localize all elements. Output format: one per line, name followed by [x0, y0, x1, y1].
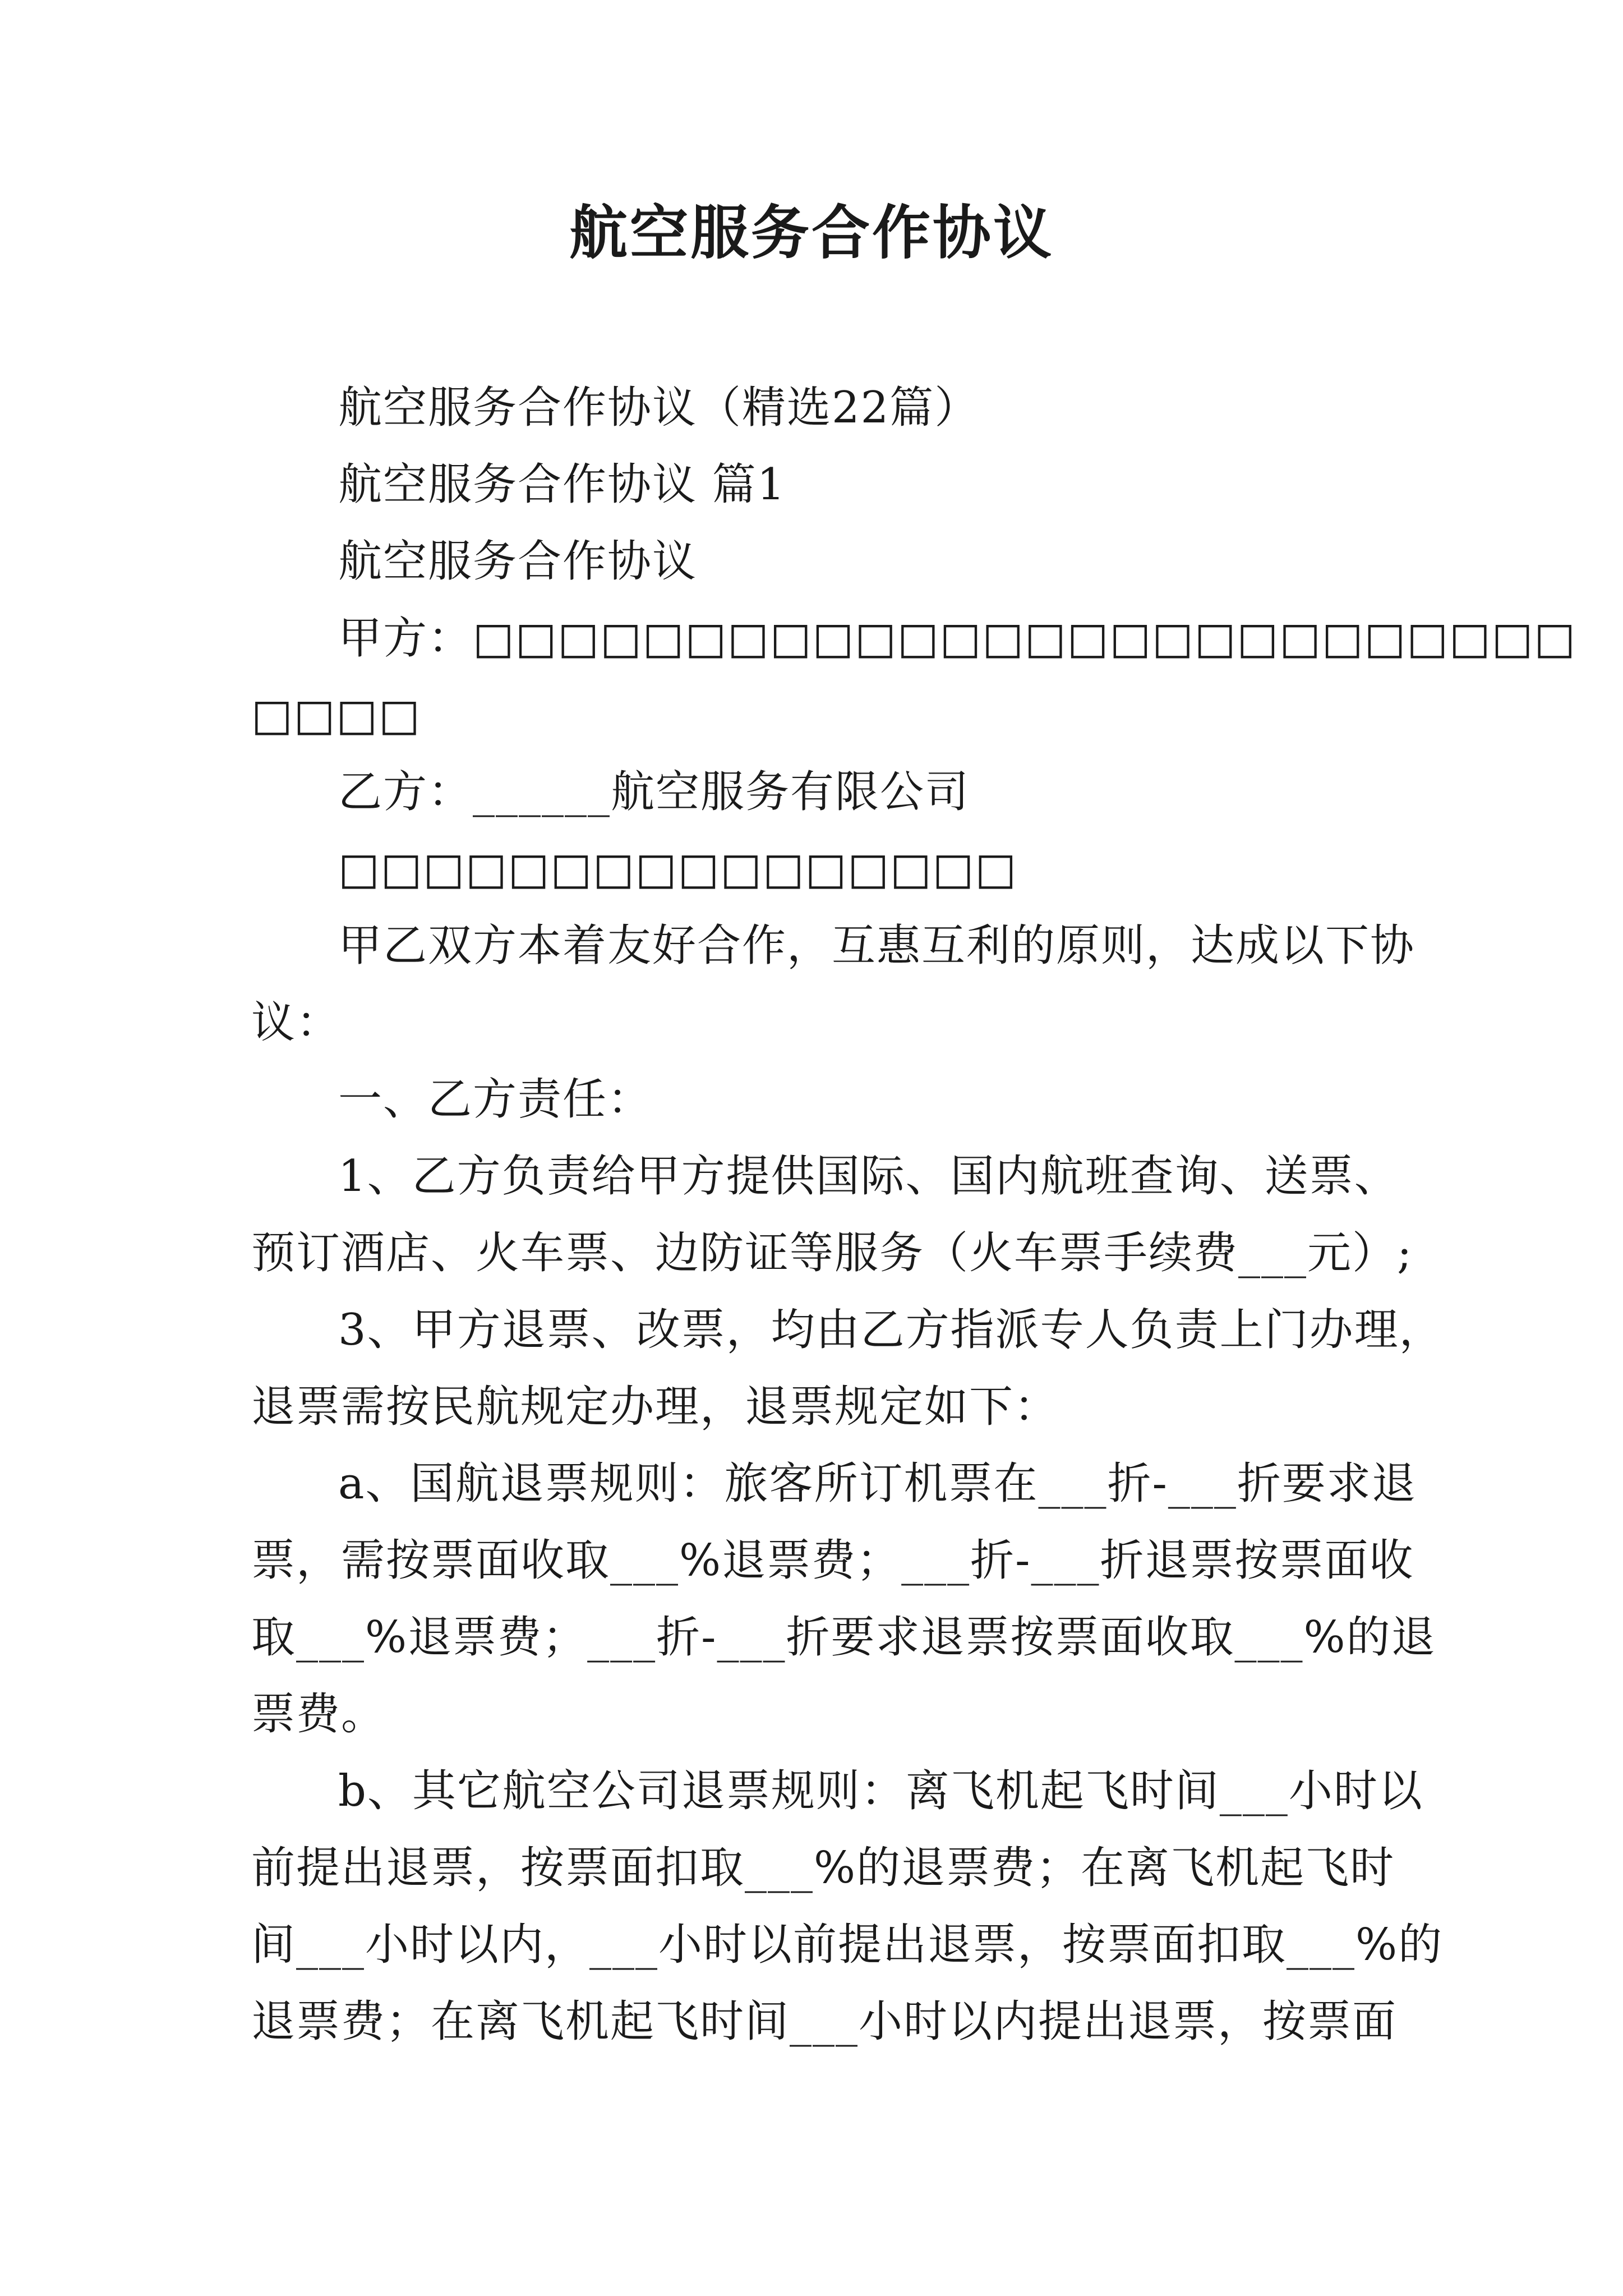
- paragraph-line: 1、乙方负责给甲方提供国际、国内航班查询、送票、: [338, 1151, 1399, 1202]
- paragraph-line: □□□□: [251, 690, 421, 740]
- paragraph-line: 退票费；在离飞机起飞时间___小时以内提出退票，按票面: [251, 1996, 1398, 2047]
- paragraph-line: b、其它航空公司退票规则：离飞机起飞时间___小时以: [338, 1766, 1423, 1816]
- paragraph-line: 取___%退票费；___折-___折要求退票按票面收取___%的退: [251, 1612, 1436, 1663]
- paragraph-line: 一、乙方责任：: [338, 1074, 653, 1125]
- paragraph-line: 票，需按票面收取___%退票费；___折-___折退票按票面收: [251, 1535, 1414, 1586]
- paragraph-line: □□□□□□□□□□□□□□□□: [338, 844, 1018, 894]
- paragraph-line: 间___小时以内，___小时以前提出退票，按票面扣取___%的: [251, 1920, 1444, 1970]
- paragraph-line: 航空服务合作协议（精选22篇）: [338, 383, 980, 433]
- paragraph-line: 3、甲方退票、改票，均由乙方指派专人负责上门办理，: [338, 1305, 1444, 1355]
- paragraph-line: 航空服务合作协议 篇1: [338, 459, 786, 510]
- paragraph-line: 票费。: [251, 1689, 386, 1740]
- document-title: 航空服务合作协议: [569, 198, 1054, 267]
- paragraph-line: a、国航退票规则：旅客所订机票在___折-___折要求退: [338, 1458, 1417, 1509]
- paragraph-line: 航空服务合作协议: [338, 536, 698, 587]
- paragraph-line: 议：: [251, 997, 342, 1048]
- paragraph-line: 前提出退票，按票面扣取___%的退票费；在离飞机起飞时: [251, 1843, 1395, 1893]
- paragraph-line: 乙方：______航空服务有限公司: [338, 767, 970, 817]
- paragraph-line: 甲乙双方本着友好合作，互惠互利的原则，达成以下协: [338, 921, 1415, 971]
- paragraph-line: 甲方：□□□□□□□□□□□□□□□□□□□□□□□□□□: [338, 613, 1577, 664]
- paragraph-line: 预订酒店、火车票、边防证等服务（火车票手续费___元）;: [251, 1228, 1413, 1278]
- paragraph-line: 退票需按民航规定办理，退票规定如下：: [251, 1382, 1059, 1432]
